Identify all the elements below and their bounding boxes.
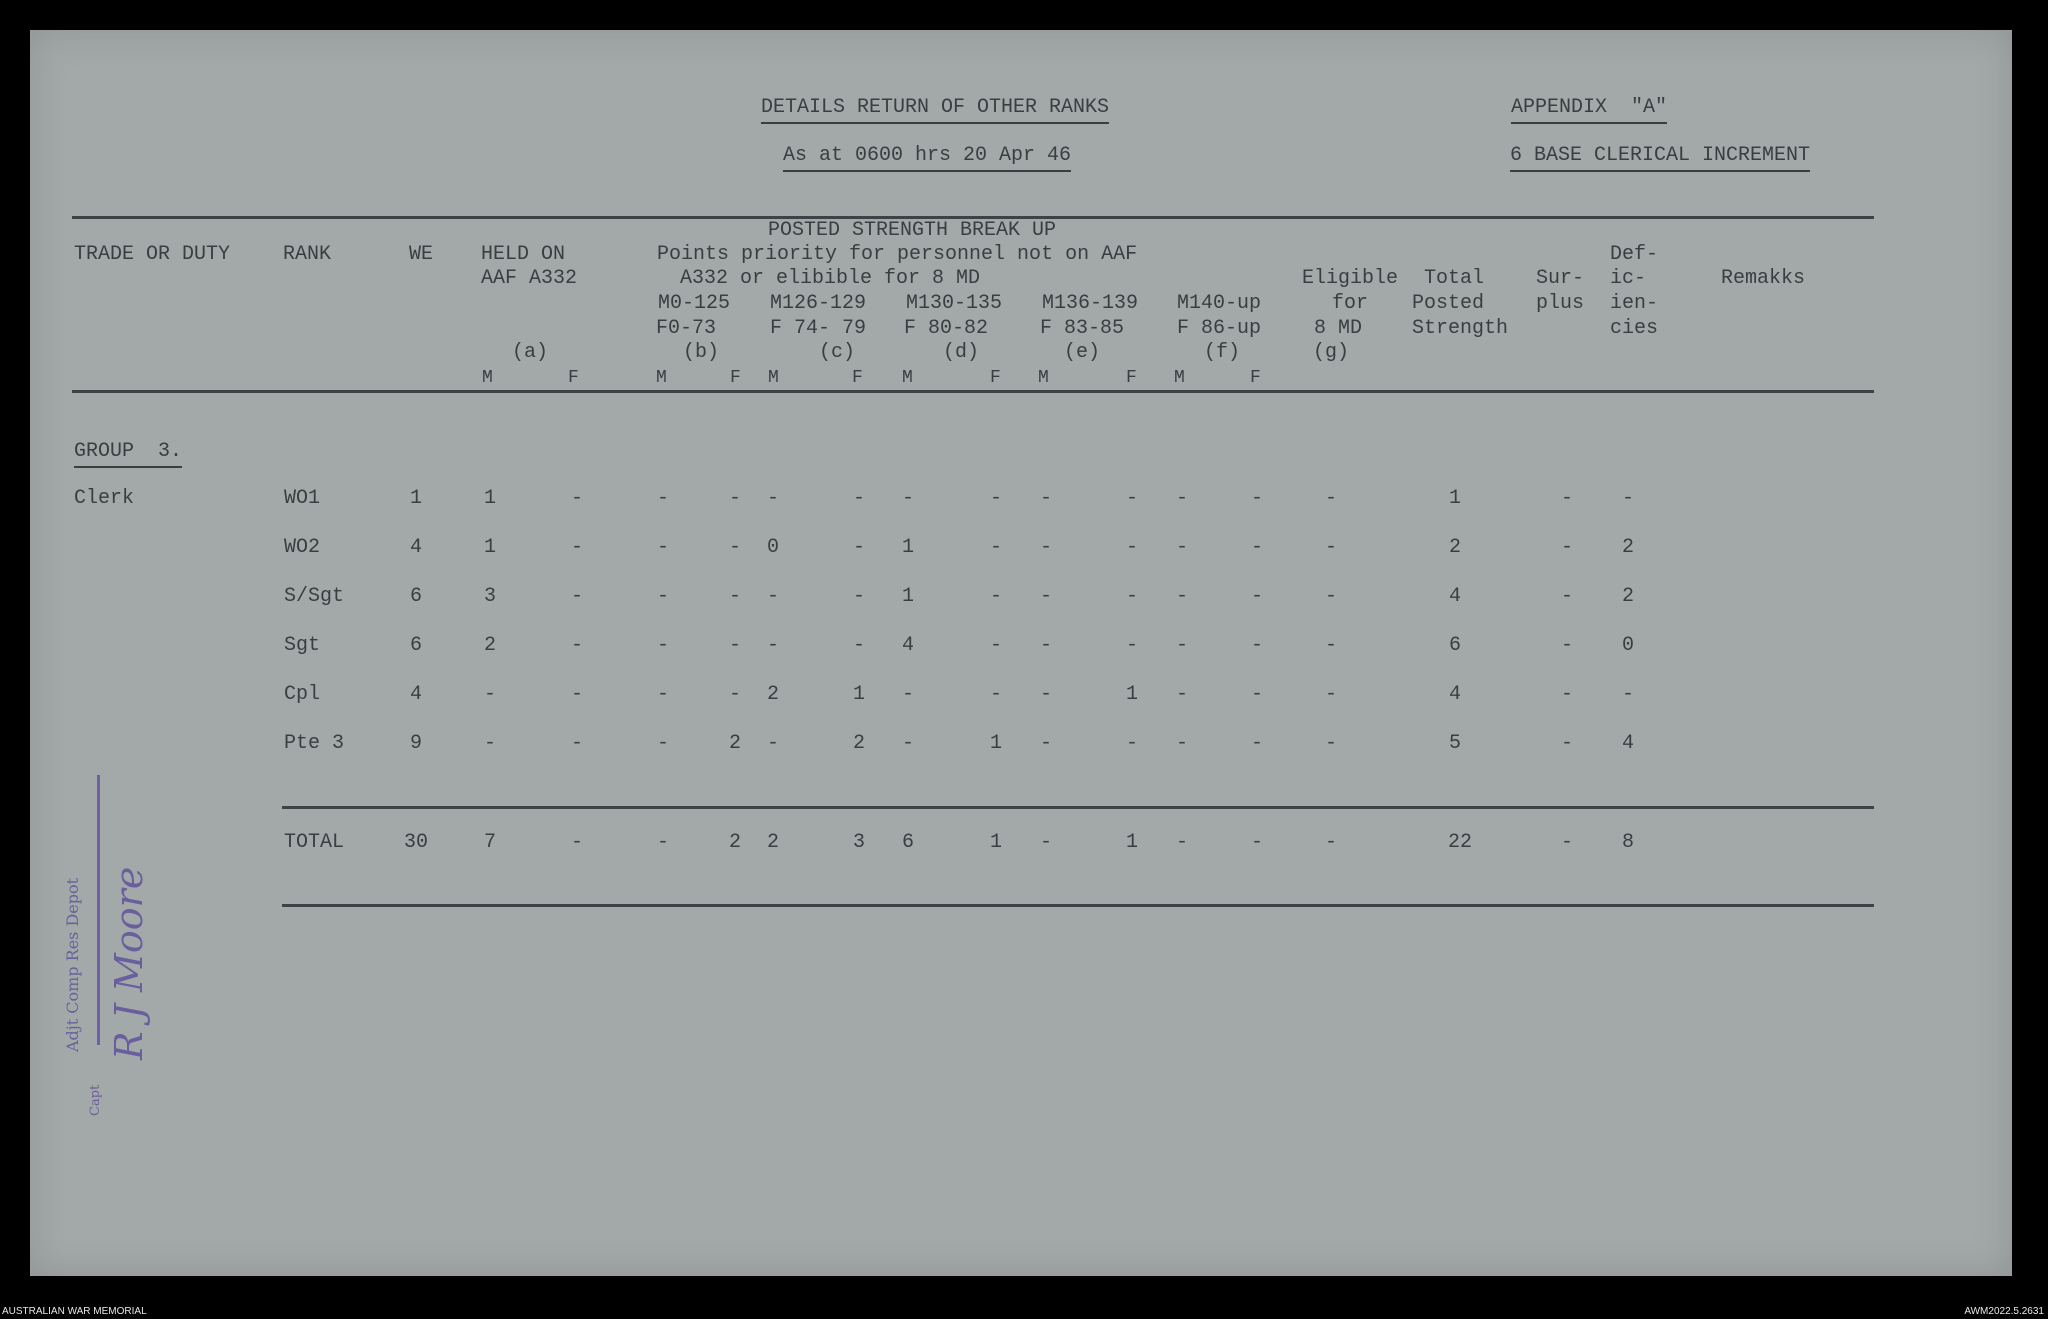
row-cell-f-m: - — [1175, 732, 1189, 755]
col-d-letter: (d) — [942, 341, 980, 364]
row-cell-g: - — [1324, 536, 1338, 559]
col-b-m-heading: M — [656, 368, 667, 388]
row-cell-a-m: - — [483, 683, 497, 706]
row-cell-e-m: - — [1039, 634, 1053, 657]
col-def-heading-2: ic- — [1610, 267, 1647, 290]
col-remarks-heading: Remakks — [1721, 267, 1806, 290]
row-cell-g: - — [1324, 634, 1338, 657]
row-cell-b-m: - — [656, 585, 670, 608]
row-cell-we: 4 — [409, 536, 423, 559]
row-cell-e-m: - — [1039, 732, 1053, 755]
row-cell-g: - — [1324, 732, 1338, 755]
total-top-rule — [282, 806, 1874, 809]
row-cell-d-m: 4 — [901, 634, 915, 657]
row-cell-g: - — [1324, 585, 1338, 608]
row-cell-d-m: 1 — [901, 536, 915, 559]
row-cell-def: 2 — [1621, 536, 1635, 559]
row-cell-c-f: - — [852, 487, 866, 510]
total-label: TOTAL — [284, 831, 345, 854]
row-cell-d-f: - — [989, 634, 1003, 657]
row-rank: Cpl — [284, 683, 321, 706]
row-cell-f-f: - — [1250, 585, 1264, 608]
total-d-m: 6 — [901, 831, 915, 854]
row-cell-surplus: - — [1560, 732, 1574, 755]
row-cell-g: - — [1324, 683, 1338, 706]
total-c-m: 2 — [766, 831, 780, 854]
total-f-f: - — [1250, 831, 1264, 854]
col-held-letter: (a) — [511, 341, 549, 364]
row-cell-d-f: - — [989, 536, 1003, 559]
signature-rank: Capt — [88, 1084, 103, 1116]
col-b-letter: (b) — [682, 341, 720, 364]
col-e-m-heading: M — [1038, 368, 1049, 388]
row-cell-d-m: 1 — [901, 585, 915, 608]
row-cell-c-f: 1 — [852, 683, 866, 706]
row-cell-surplus: - — [1560, 536, 1574, 559]
row-cell-d-f: 1 — [989, 732, 1003, 755]
row-cell-def: 4 — [1621, 732, 1635, 755]
total-e-m: - — [1039, 831, 1053, 854]
row-cell-def: 0 — [1621, 634, 1635, 657]
document-title: DETAILS RETURN OF OTHER RANKS — [761, 96, 1109, 124]
row-cell-we: 6 — [409, 634, 423, 657]
appendix-label: APPENDIX "A" — [1511, 96, 1667, 124]
row-cell-b-f: - — [728, 683, 742, 706]
col-total-heading-2: Posted — [1412, 292, 1485, 315]
row-cell-f-f: - — [1250, 634, 1264, 657]
col-f-heading-2: F 86-up — [1176, 317, 1262, 340]
col-g-letter: (g) — [1312, 341, 1350, 364]
row-cell-a-f: - — [570, 732, 584, 755]
row-cell-e-f: - — [1125, 732, 1139, 755]
group-label: GROUP 3. — [74, 440, 182, 468]
row-cell-total: 4 — [1448, 683, 1462, 706]
col-c-letter: (c) — [818, 341, 856, 364]
col-e-heading-1: M136-139 — [1041, 292, 1139, 315]
col-trade-heading: TRADE OR DUTY — [74, 243, 231, 266]
row-cell-total: 4 — [1448, 585, 1462, 608]
row-rank: Pte 3 — [284, 732, 345, 755]
row-cell-f-f: - — [1250, 683, 1264, 706]
total-c-f: 3 — [852, 831, 866, 854]
row-cell-g: - — [1324, 487, 1338, 510]
row-cell-d-f: - — [989, 585, 1003, 608]
document-date: As at 0600 hrs 20 Apr 46 — [783, 144, 1071, 172]
total-a-f: - — [570, 831, 584, 854]
row-cell-b-f: - — [728, 585, 742, 608]
row-cell-total: 6 — [1448, 634, 1462, 657]
row-cell-b-m: - — [656, 536, 670, 559]
row-cell-b-m: - — [656, 732, 670, 755]
row-cell-e-f: - — [1125, 487, 1139, 510]
total-a-m: 7 — [483, 831, 497, 854]
row-cell-e-m: - — [1039, 585, 1053, 608]
signature-title: Adjt Comp Res Depot — [63, 877, 82, 1052]
row-cell-f-m: - — [1175, 634, 1189, 657]
row-cell-we: 1 — [409, 487, 423, 510]
row-cell-surplus: - — [1560, 585, 1574, 608]
col-surplus-heading-2: plus — [1536, 292, 1585, 315]
col-g-heading-2: for — [1331, 292, 1369, 315]
row-cell-d-f: - — [989, 683, 1003, 706]
row-cell-b-m: - — [656, 487, 670, 510]
col-e-letter: (e) — [1063, 341, 1101, 364]
col-f-m-heading: M — [1174, 368, 1185, 388]
col-c-f-heading: F — [852, 368, 863, 388]
total-f-m: - — [1175, 831, 1189, 854]
row-cell-f-f: - — [1250, 536, 1264, 559]
total-we: 30 — [403, 831, 429, 854]
row-cell-f-f: - — [1250, 487, 1264, 510]
signature: R J Moore — [107, 866, 151, 1060]
row-cell-e-f: - — [1125, 585, 1139, 608]
row-rank: S/Sgt — [284, 585, 345, 608]
row-cell-e-f: - — [1125, 536, 1139, 559]
row-cell-a-m: - — [483, 732, 497, 755]
row-cell-c-m: - — [766, 732, 780, 755]
row-cell-b-m: - — [656, 683, 670, 706]
row-cell-c-f: - — [852, 585, 866, 608]
total-surplus: - — [1560, 831, 1574, 854]
row-cell-c-f: - — [852, 536, 866, 559]
header-bottom-rule — [72, 390, 1874, 393]
row-cell-we: 6 — [409, 585, 423, 608]
row-rank: Sgt — [284, 634, 321, 657]
signature-pen-stroke — [97, 775, 100, 1045]
col-a-m-heading: M — [482, 368, 493, 388]
row-cell-d-m: - — [901, 732, 915, 755]
row-cell-c-m: - — [766, 634, 780, 657]
row-cell-c-m: - — [766, 585, 780, 608]
row-cell-b-m: - — [656, 634, 670, 657]
row-cell-a-m: 2 — [483, 634, 497, 657]
col-def-heading-1: Def- — [1610, 243, 1659, 266]
col-total-heading-1: Total — [1424, 267, 1485, 290]
row-cell-c-f: 2 — [852, 732, 866, 755]
row-cell-e-m: - — [1039, 487, 1053, 510]
row-cell-total: 1 — [1448, 487, 1462, 510]
total-g: - — [1324, 831, 1338, 854]
col-d-f-heading: F — [990, 368, 1001, 388]
total-e-f: 1 — [1125, 831, 1139, 854]
row-cell-surplus: - — [1560, 487, 1574, 510]
col-total-heading-3: Strength — [1412, 317, 1509, 340]
row-cell-b-f: - — [728, 634, 742, 657]
row-cell-def: - — [1621, 683, 1635, 706]
row-cell-b-f: 2 — [728, 732, 742, 755]
col-c-heading-2: F 74- 79 — [769, 317, 867, 340]
footer-left: AUSTRALIAN WAR MEMORIAL — [2, 1306, 147, 1317]
row-rank: WO2 — [284, 536, 321, 559]
row-cell-f-m: - — [1175, 487, 1189, 510]
col-c-m-heading: M — [768, 368, 779, 388]
row-cell-total: 5 — [1448, 732, 1462, 755]
row-cell-e-m: - — [1039, 536, 1053, 559]
row-cell-def: 2 — [1621, 585, 1635, 608]
row-cell-a-f: - — [570, 683, 584, 706]
col-rank-heading: RANK — [283, 243, 332, 266]
col-e-f-heading: F — [1126, 368, 1137, 388]
row-cell-a-f: - — [570, 634, 584, 657]
col-d-heading-2: F 80-82 — [903, 317, 989, 340]
row-cell-d-f: - — [989, 487, 1003, 510]
row-cell-e-f: 1 — [1125, 683, 1139, 706]
col-d-m-heading: M — [902, 368, 913, 388]
col-b-heading-1: M0-125 — [657, 292, 731, 315]
row-cell-f-m: - — [1175, 536, 1189, 559]
points-priority-line-1: Points priority for personnel not on AAF — [657, 243, 1138, 266]
total-bottom-rule — [282, 904, 1874, 907]
row-cell-e-m: - — [1039, 683, 1053, 706]
col-surplus-heading-1: Sur- — [1536, 267, 1585, 290]
col-g-heading-3: 8 MD — [1313, 317, 1363, 340]
row-cell-surplus: - — [1560, 683, 1574, 706]
col-we-heading: WE — [409, 243, 434, 266]
footer-right: AWM2022.5.2631 — [1964, 1306, 2044, 1317]
col-f-letter: (f) — [1203, 341, 1241, 364]
row-cell-total: 2 — [1448, 536, 1462, 559]
row-cell-b-f: - — [728, 536, 742, 559]
row-cell-a-m: 1 — [483, 536, 497, 559]
col-d-heading-1: M130-135 — [905, 292, 1003, 315]
row-cell-f-f: - — [1250, 732, 1264, 755]
row-cell-a-m: 3 — [483, 585, 497, 608]
row-cell-we: 9 — [409, 732, 423, 755]
points-priority-line-2: A332 or elibible for 8 MD — [680, 267, 981, 290]
row-rank: WO1 — [284, 487, 321, 510]
row-cell-d-m: - — [901, 683, 915, 706]
row-cell-f-m: - — [1175, 683, 1189, 706]
row-cell-c-m: 0 — [766, 536, 780, 559]
total-b-f: 2 — [728, 831, 742, 854]
col-c-heading-1: M126-129 — [769, 292, 867, 315]
col-held-heading-1: HELD ON — [481, 243, 566, 266]
row-cell-c-m: - — [766, 487, 780, 510]
trade-name: Clerk — [74, 487, 135, 510]
col-held-heading-2: AAF A332 — [481, 267, 578, 290]
col-a-f-heading: F — [568, 368, 579, 388]
row-cell-c-m: 2 — [766, 683, 780, 706]
total-d-f: 1 — [989, 831, 1003, 854]
col-def-heading-3: ien- — [1610, 292, 1659, 315]
row-cell-f-m: - — [1175, 585, 1189, 608]
row-cell-a-f: - — [570, 536, 584, 559]
row-cell-d-m: - — [901, 487, 915, 510]
col-b-heading-2: F0-73 — [655, 317, 717, 340]
col-f-heading-1: M140-up — [1176, 292, 1262, 315]
col-f-f-heading: F — [1250, 368, 1261, 388]
col-def-heading-4: cies — [1610, 317, 1659, 340]
row-cell-def: - — [1621, 487, 1635, 510]
posted-strength-title: POSTED STRENGTH BREAK UP — [768, 219, 1057, 242]
row-cell-a-m: 1 — [483, 487, 497, 510]
row-cell-b-f: - — [728, 487, 742, 510]
total-def: 8 — [1621, 831, 1635, 854]
col-e-heading-2: F 83-85 — [1039, 317, 1125, 340]
total-total: 22 — [1447, 831, 1473, 854]
col-g-heading-1: Eligible — [1301, 267, 1399, 290]
row-cell-e-f: - — [1125, 634, 1139, 657]
col-b-f-heading: F — [730, 368, 741, 388]
unit-name: 6 BASE CLERICAL INCREMENT — [1510, 144, 1810, 172]
row-cell-a-f: - — [570, 585, 584, 608]
row-cell-c-f: - — [852, 634, 866, 657]
row-cell-we: 4 — [409, 683, 423, 706]
row-cell-a-f: - — [570, 487, 584, 510]
total-b-m: - — [656, 831, 670, 854]
row-cell-surplus: - — [1560, 634, 1574, 657]
